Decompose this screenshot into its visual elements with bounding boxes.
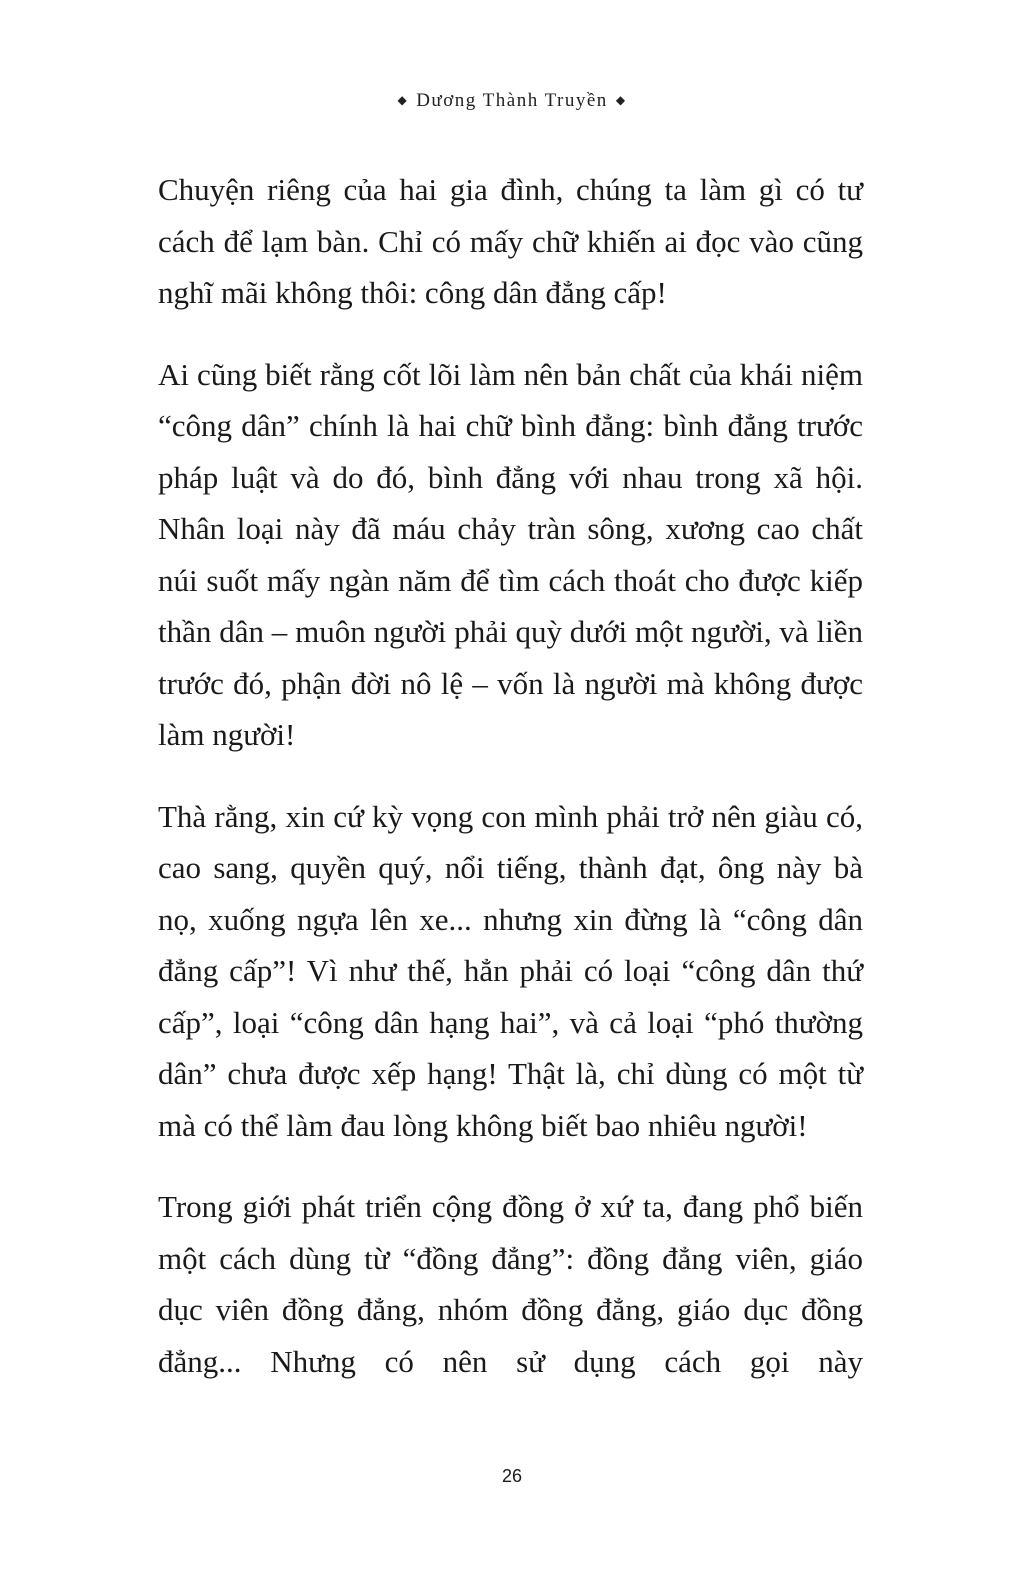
paragraph: Thà rằng, xin cứ kỳ vọng con mình phải trở nên giàu có, cao sang, quyền quý, nổi tiếng, thành đạt, ông này bà nọ, xuống ngựa lên xe... nhưng xin đừng là “công dân đẳng cấp”! Vì như thế, hẳn phải có loại “công dân thứ cấp”, loại “công dân hạng hai”, và cả loại “phó thường dân” chưa được xếp hạng! Thật là, chỉ dùng có một từ mà có thể làm đau lòng không biết bao nhiêu người! — [158, 798, 863, 1143]
diamond-ornament-icon: ◆ — [615, 93, 627, 107]
paragraph: Chuyện riêng của hai gia đình, chúng ta làm gì có tư cách để lạm bàn. Chỉ có mấy chữ khiến ai đọc vào cũng nghĩ mãi không thôi: công dân đẳng cấp! — [158, 172, 863, 310]
diamond-ornament-icon: ◆ — [397, 93, 409, 107]
running-header — [0, 86, 1024, 115]
paragraph: Trong giới phát triển cộng đồng ở xứ ta, đang phổ biến một cách dùng từ “đồng đẳng”: đồng đẳng viên, giáo dục viên đồng đẳng, nhóm đồng đẳng, giáo dục đồng đẳng... Nhưng có nên sử dụng cách gọi này — [158, 1189, 863, 1379]
page-number: 26 — [501, 1466, 523, 1486]
body-text — [158, 164, 863, 1417]
paragraph: Ai cũng biết rằng cốt lõi làm nên bản chất của khái niệm “công dân” chính là hai chữ bình đẳng: bình đẳng trước pháp luật và do đó, bình đẳng với nhau trong xã hội. Nhân loại này đã máu chảy tràn sông, xương cao chất núi suốt mấy ngàn năm để tìm cách thoát cho được kiếp thần dân – muôn người phải quỳ dưới một người, và liền trước đó, phận đời nô lệ – vốn là người mà không được làm người! — [158, 356, 863, 752]
author-name: Dương Thành Truyền — [416, 90, 608, 111]
